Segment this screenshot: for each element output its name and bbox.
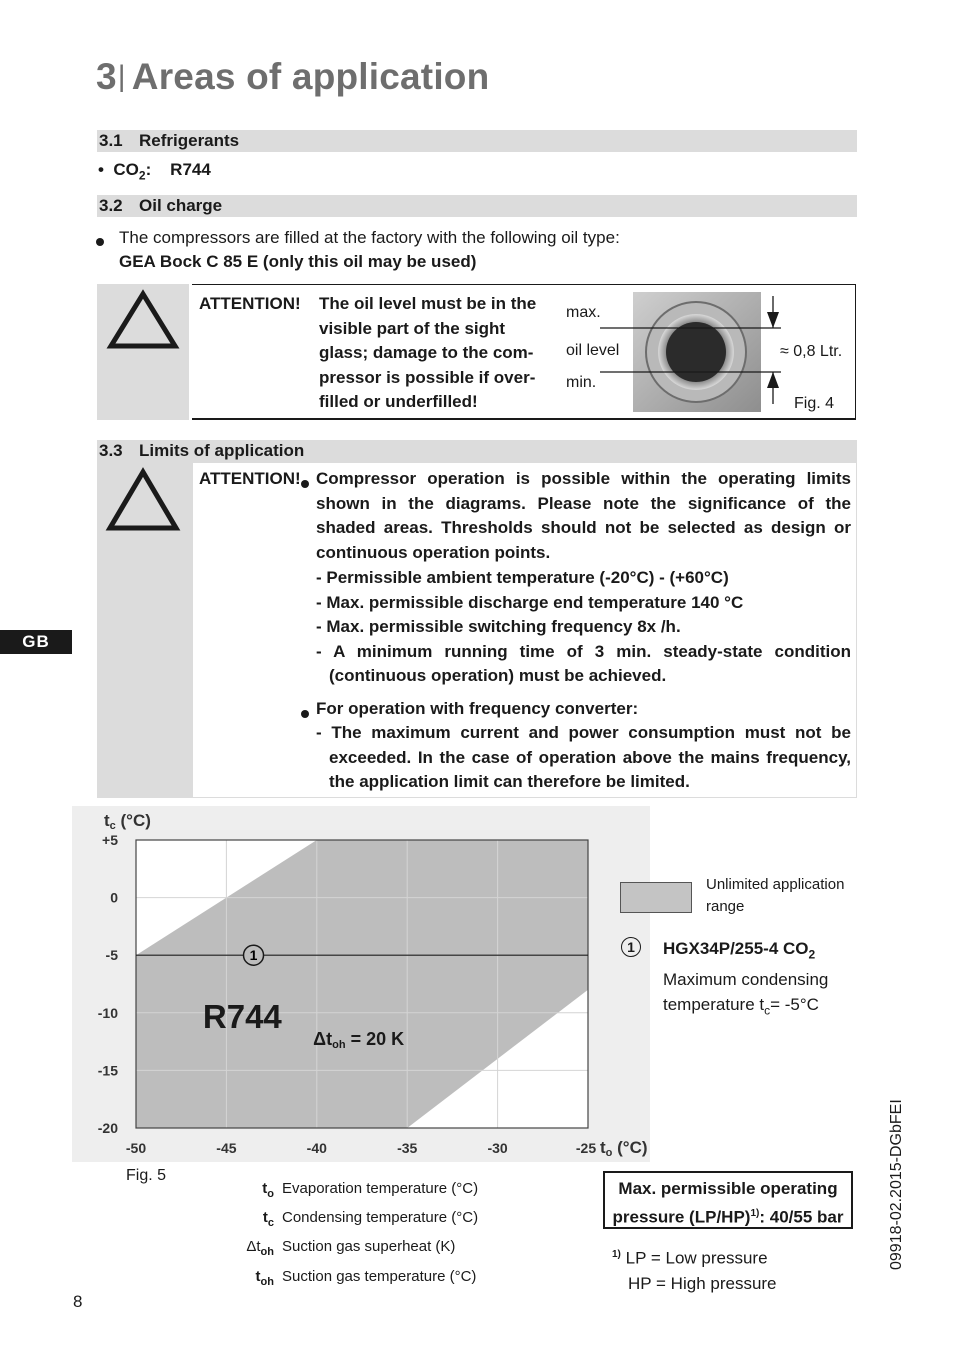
oil-warning-line: pressor is possible if over- bbox=[319, 367, 536, 387]
pressure-line2: pressure $(LP/HP)^{1)}$: 40/55 bar bbox=[612, 1207, 844, 1227]
x-axis-label-unit: (°C) bbox=[612, 1138, 648, 1157]
footnote-line1: $^{1)}$ LP = Low pressure bbox=[612, 1248, 768, 1268]
refrigerant-colon: : bbox=[145, 160, 152, 179]
x-tick-label: -25 bbox=[575, 1140, 597, 1156]
limits-dash-item: - A minimum running time of 3 min. steady-state condition (continuous operation) must be achieved. bbox=[316, 641, 851, 686]
x-axis-label: to (°C) bbox=[600, 1138, 648, 1159]
limit-marker-label: 1 bbox=[249, 947, 258, 964]
fig4-max-label: max. bbox=[566, 304, 601, 321]
y-tick-label: -15 bbox=[97, 1062, 118, 1079]
legend-item-line3: temperature $t_c= -5^\circ C$ bbox=[663, 995, 819, 1018]
warning-triangle-icon bbox=[97, 284, 189, 420]
section-header-refrigerants bbox=[97, 130, 857, 152]
refrigerant-label: CO bbox=[113, 160, 139, 179]
legend-shaded-swatch bbox=[620, 882, 692, 913]
x-tick-label: -40 bbox=[306, 1140, 327, 1156]
section-title: Oil charge bbox=[139, 196, 223, 215]
converter-bullet-dot bbox=[301, 705, 309, 723]
oil-charge-line1: The compressors are filled at the factory with the following oil type: bbox=[119, 228, 620, 247]
limits-dash-list bbox=[316, 566, 851, 689]
y-tick-label: -5 bbox=[105, 947, 118, 964]
attention-label: ATTENTION! bbox=[199, 469, 301, 488]
box-rule-top bbox=[192, 284, 856, 285]
oil-warning-line: visible part of the sight bbox=[319, 318, 506, 338]
legend-item-number: 1 bbox=[621, 937, 641, 957]
section-header-oil-charge bbox=[97, 195, 857, 217]
limits-bullet-dot bbox=[301, 475, 309, 493]
chart-title: R744 bbox=[202, 997, 282, 1035]
chapter-number: 3 bbox=[96, 56, 117, 97]
x-tick-label: -45 bbox=[216, 1140, 237, 1156]
fig4-oil-level-label: oil level bbox=[566, 342, 620, 359]
superheat-annotation-value: = 20 K bbox=[345, 1029, 405, 1050]
page-title bbox=[96, 56, 489, 98]
symbol-row: $t_c$ Condensing temperature (°C) bbox=[262, 1209, 479, 1229]
x-tick-label: -30 bbox=[487, 1140, 508, 1156]
box-rule-right bbox=[855, 284, 856, 419]
section-title: Refrigerants bbox=[139, 131, 240, 150]
limits-dash-item: - Max. permissible discharge end temperature 140 °C bbox=[316, 592, 744, 612]
legend-item-text bbox=[663, 936, 828, 1024]
oil-charge-text bbox=[119, 226, 620, 274]
oil-warning-line: The oil level must be in the bbox=[319, 294, 537, 313]
y-tick-label: -20 bbox=[97, 1120, 118, 1136]
symbol-legend bbox=[240, 1179, 540, 1296]
footnote bbox=[612, 1242, 777, 1296]
y-tick-label: -10 bbox=[97, 1004, 118, 1021]
fig4-min-label: min. bbox=[566, 374, 597, 391]
fig4-caption: Fig. 4 bbox=[794, 395, 835, 412]
section-number: 3.3 bbox=[99, 441, 123, 460]
symbol-row: $t_{oh}$ Suction gas temperature (°C) bbox=[255, 1268, 477, 1288]
document-id: 09918-02.2015-DGbFEI bbox=[888, 1099, 905, 1270]
y-tick-label: 0 bbox=[110, 889, 118, 906]
y-tick-label: +5 bbox=[102, 832, 118, 848]
oil-warning-line: glass; damage to the com- bbox=[319, 343, 534, 363]
converter-title: For operation with frequency converter: bbox=[316, 699, 639, 718]
section-header-limits bbox=[97, 440, 857, 462]
legend-item-title: HGX34P/255-4 $CO_2$ bbox=[663, 939, 816, 962]
converter-item: - The maximum current and power consumption must not be exceeded. In the case of operation above the mains frequency, the application limit can therefore be limited. bbox=[316, 723, 851, 792]
superheat-annotation-sub: oh bbox=[332, 1039, 346, 1052]
warning-triangle-icon bbox=[97, 462, 189, 542]
y-axis-label-unit: (°C) bbox=[115, 811, 151, 830]
oil-charge-line2: GEA Bock C 85 E (only this oil may be used) bbox=[119, 252, 477, 271]
y-axis-label: tc (°C) bbox=[104, 811, 151, 832]
footnote-line2: HP = High pressure bbox=[628, 1273, 777, 1293]
chapter-title: Areas of application bbox=[131, 56, 490, 97]
box-rule-bottom bbox=[192, 418, 856, 420]
limits-dash-item: - Max. permissible switching frequency 8x /h. bbox=[316, 617, 681, 637]
language-tab: GB bbox=[0, 630, 72, 654]
section-title: Limits of application bbox=[139, 441, 305, 460]
y-axis-label-sub: c bbox=[109, 820, 116, 832]
refrigerant-subscript: 2 bbox=[138, 168, 146, 183]
symbol-row: $t_o$ Evaporation temperature (°C) bbox=[262, 1180, 479, 1200]
warning-panel bbox=[97, 284, 189, 420]
fig4-volume-label: ≈ 0,8 Ltr. bbox=[780, 343, 843, 360]
section-number: 3.1 bbox=[99, 131, 123, 150]
bullet-glyph: • bbox=[98, 160, 104, 179]
symbol-row: $\Delta t_{oh}$ Suction gas superheat (K) bbox=[246, 1238, 456, 1258]
legend-item-line2: Maximum condensing bbox=[663, 970, 829, 990]
sight-glass-image bbox=[596, 290, 796, 416]
refrigerant-value: R744 bbox=[170, 160, 211, 179]
title-separator: | bbox=[117, 60, 126, 93]
section-number: 3.2 bbox=[99, 196, 123, 215]
limits-paragraph: Compressor operation is possible within the operating limits shown in the diagrams. Please note the significance of the shaded areas. Thresholds should not be selected as design or continuous operation points. bbox=[316, 469, 851, 562]
limits-dash-item: - Permissible ambient temperature (-20°C) - (+60°C) bbox=[316, 568, 729, 587]
x-tick-label: -50 bbox=[125, 1140, 147, 1156]
oil-bullet-dot bbox=[96, 233, 104, 251]
application-limits-chart bbox=[72, 806, 650, 1162]
page-number: 8 bbox=[73, 1292, 83, 1311]
pressure-line1: Max. permissible operating bbox=[618, 1179, 838, 1198]
legend-shaded-text: Unlimited application range bbox=[706, 876, 845, 915]
max-pressure-box bbox=[603, 1171, 853, 1229]
oil-warning-line: filled or underfilled! bbox=[319, 392, 478, 412]
refrigerant-bullet bbox=[98, 158, 211, 187]
superheat-annotation: Δtoh = 20 K bbox=[313, 1029, 405, 1052]
attention-label: ATTENTION! bbox=[199, 294, 301, 313]
fig5-caption: Fig. 5 bbox=[126, 1167, 167, 1184]
x-tick-label: -35 bbox=[397, 1140, 418, 1156]
oil-warning-text bbox=[319, 292, 539, 415]
x-axis-label-sub: o bbox=[605, 1147, 613, 1159]
